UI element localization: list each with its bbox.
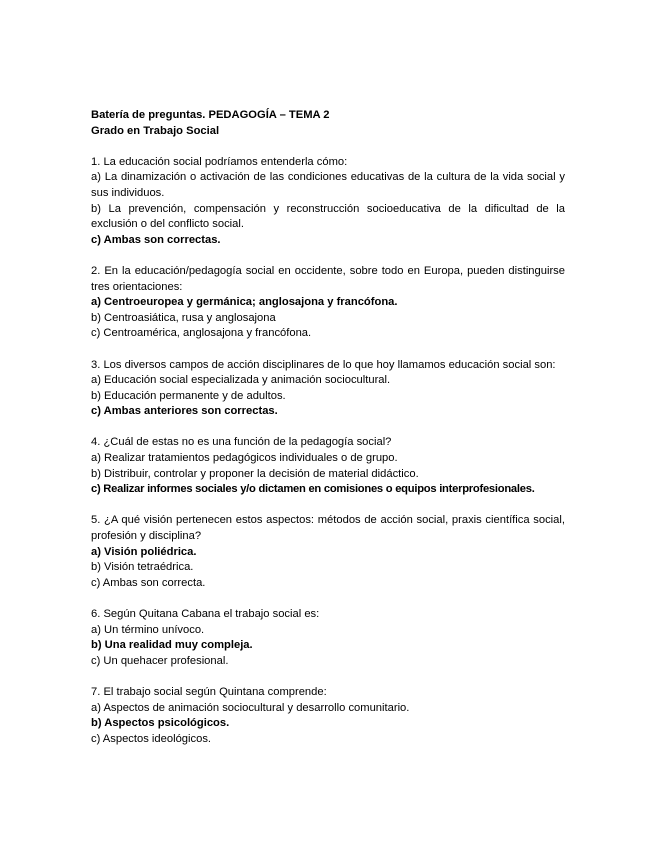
answer-option: c) Aspectos ideológicos. xyxy=(91,732,212,745)
answer-option: b) Centroasiática, rusa y anglosajona xyxy=(91,311,276,324)
question-block xyxy=(91,685,565,747)
document-subtitle: Grado en Trabajo Social xyxy=(91,124,220,137)
answer-option: a) Aspectos de animación sociocultural y desarrollo comunitario. xyxy=(91,701,410,714)
answer-option: c) Ambas son correcta. xyxy=(91,576,206,589)
answer-option: b) Educación permanente y de adultos. xyxy=(91,389,286,402)
document-page xyxy=(91,108,565,747)
question-text: 7. El trabajo social según Quintana comprende: xyxy=(91,685,327,698)
question-text: 4. ¿Cuál de estas no es una función de la pedagogía social? xyxy=(91,436,392,449)
question-text: 5. ¿A qué visión pertenecen estos aspectos: métodos de acción social, praxis científica social, profesión y disciplina? xyxy=(91,514,565,543)
answer-option-correct: c) Ambas anteriores son correctas. xyxy=(91,405,278,418)
question-block xyxy=(91,155,565,249)
answer-option: a) Realizar tratamientos pedagógicos individuales o de grupo. xyxy=(91,452,398,465)
answer-option-correct: a) Visión poliédrica. xyxy=(91,545,197,558)
answer-option-correct: b) Aspectos psicológicos. xyxy=(91,717,230,730)
answer-option: b) Visión tetraédrica. xyxy=(91,561,194,574)
answer-option: a) Un término unívoco. xyxy=(91,623,205,636)
document-title: Batería de preguntas. PEDAGOGÍA – TEMA 2 xyxy=(91,109,330,121)
answer-option-correct: c) Ambas son correctas. xyxy=(91,233,221,246)
question-block xyxy=(91,358,565,420)
question-text: 3. Los diversos campos de acción disciplinares de lo que hoy llamamos educación social son: xyxy=(91,358,556,371)
answer-option: c) Un quehacer profesional. xyxy=(91,654,229,667)
answer-option: a) Educación social especializada y animación sociocultural. xyxy=(91,374,391,387)
answer-option: c) Centroamérica, anglosajona y francófona. xyxy=(91,327,312,340)
question-block xyxy=(91,435,565,497)
answer-option: a) La dinamización o activación de las condiciones educativas de la cultura de la vida social y sus individuos. xyxy=(91,171,565,199)
question-block xyxy=(91,513,565,591)
answer-option: b) Distribuir, controlar y proponer la decisión de material didáctico. xyxy=(91,467,419,480)
answer-option-correct: b) Una realidad muy compleja. xyxy=(91,639,253,652)
answer-option-correct: c) Realizar informes sociales y/o dictamen en comisiones o equipos interprofesionales. xyxy=(91,483,535,496)
question-text: 2. En la educación/pedagogía social en occidente, sobre todo en Europa, pueden distinguirse tres orientaciones: xyxy=(91,264,565,293)
question-block xyxy=(91,607,565,669)
question-text: 1. La educación social podríamos entenderla cómo: xyxy=(91,155,348,168)
answer-option: b) La prevención, compensación y reconstrucción socioeducativa de la dificultad de la exclusión o del conflicto social. xyxy=(91,202,565,231)
question-text: 6. Según Quitana Cabana el trabajo social es: xyxy=(91,608,320,620)
answer-option-correct: a) Centroeuropea y germánica; anglosajona y francófona. xyxy=(91,296,398,309)
question-block xyxy=(91,264,565,342)
